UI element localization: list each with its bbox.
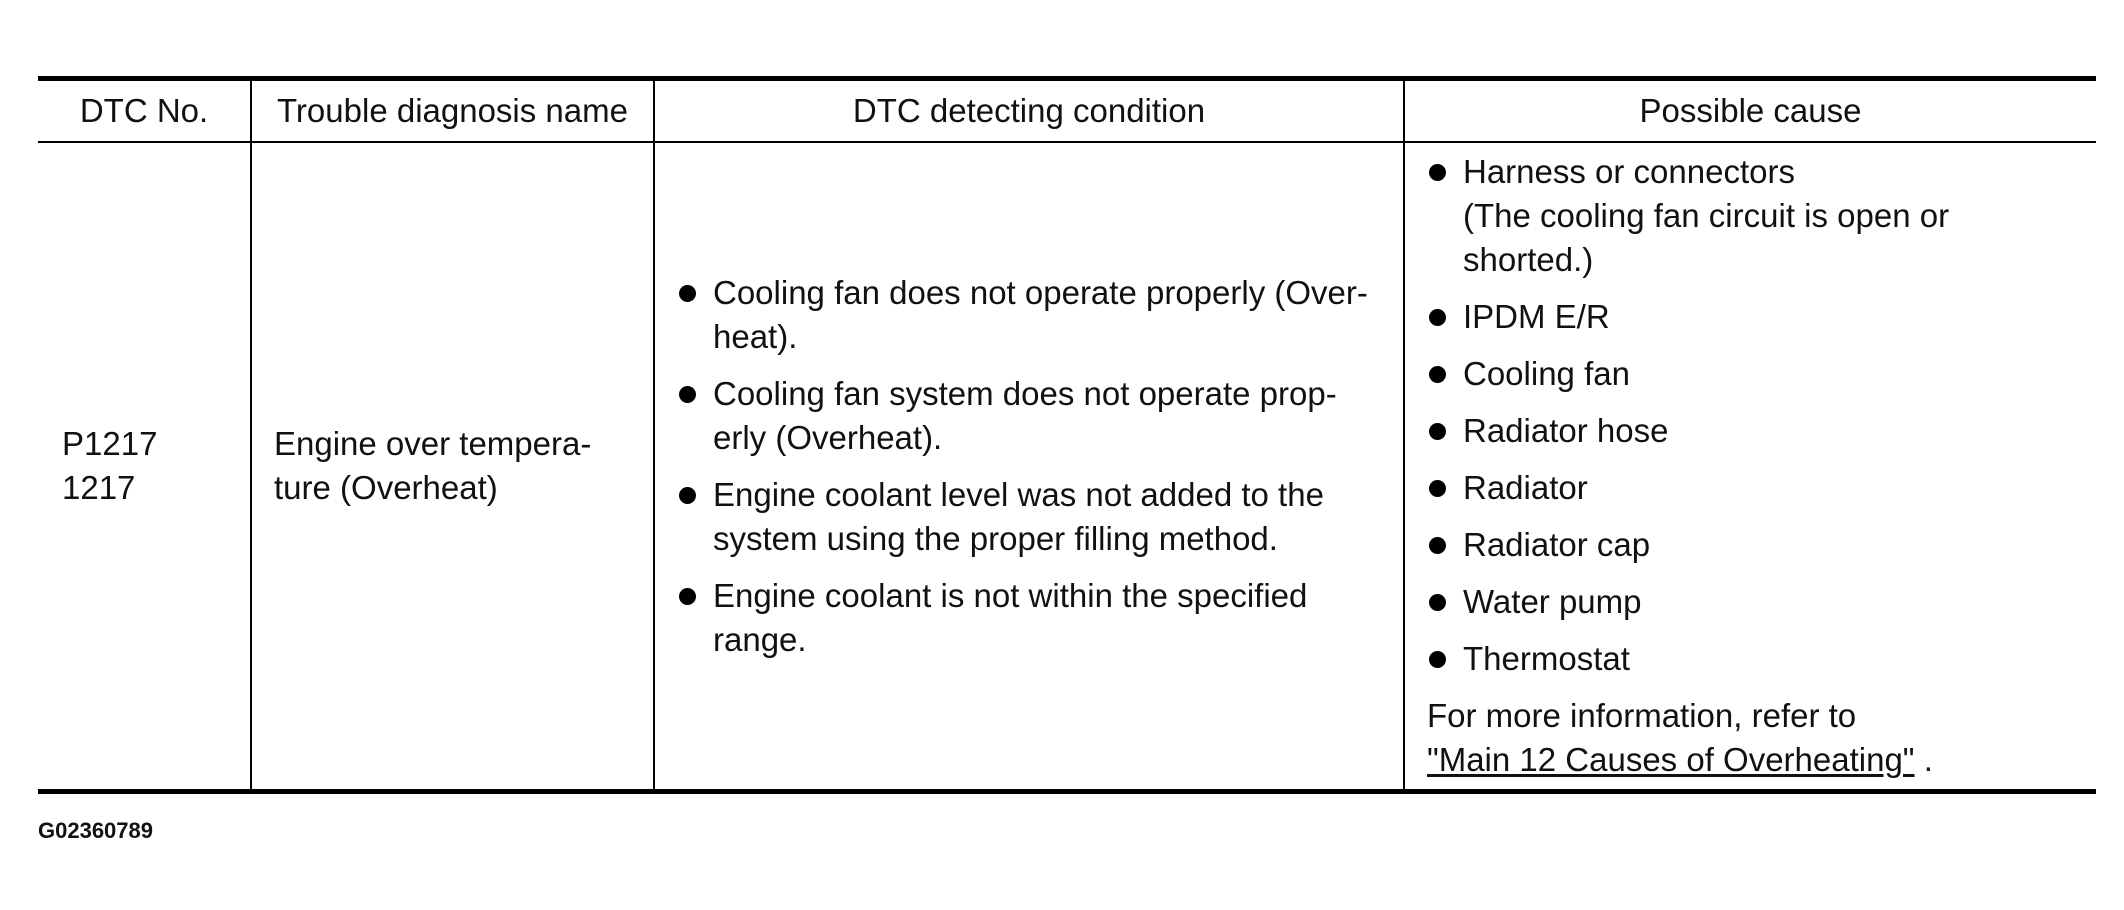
cause-text: Water pump bbox=[1463, 583, 1642, 620]
condition-text: Engine coolant is not within the specified bbox=[713, 576, 1308, 614]
list-item bbox=[1427, 150, 2088, 282]
reference-note bbox=[1427, 694, 2088, 782]
condition-text: erly (Overheat). bbox=[713, 418, 943, 456]
possible-cause-cell bbox=[1404, 142, 2096, 792]
condition-text: system using the proper filling method. bbox=[713, 519, 1278, 557]
bullet-icon bbox=[1429, 480, 1446, 497]
cause-text: Cooling fan bbox=[1463, 355, 1630, 392]
reference-suffix: . bbox=[1914, 741, 1933, 778]
list-item bbox=[1427, 637, 2088, 681]
condition-text: range. bbox=[713, 620, 807, 658]
cause-list bbox=[1427, 150, 2088, 681]
list-item bbox=[1427, 409, 2088, 453]
bullet-icon bbox=[1429, 537, 1446, 554]
bullet-icon bbox=[679, 487, 696, 504]
header-dtc-detecting-condition: DTC detecting condition bbox=[654, 79, 1404, 143]
dtc-table bbox=[38, 76, 2096, 794]
figure-id: G02360789 bbox=[38, 818, 153, 843]
table-header-row bbox=[38, 79, 2096, 143]
cause-text: Harness or connectors bbox=[1463, 153, 1795, 190]
condition-list bbox=[677, 271, 1395, 662]
diagnosis-name-line: ture (Overheat) bbox=[274, 469, 498, 506]
header-dtc-no: DTC No. bbox=[38, 79, 251, 143]
cause-text: (The cooling fan circuit is open or bbox=[1463, 197, 1950, 234]
bullet-icon bbox=[679, 588, 696, 605]
condition-text: heat). bbox=[713, 317, 798, 355]
condition-text: Cooling fan system does not operate prop- bbox=[713, 374, 1337, 412]
list-item bbox=[1427, 295, 2088, 339]
list-item bbox=[677, 574, 1395, 662]
reference-prefix: For more information, refer to bbox=[1427, 697, 1857, 734]
bullet-icon bbox=[1429, 164, 1446, 181]
condition-text: Engine coolant level was not added to the bbox=[713, 475, 1324, 513]
header-possible-cause: Possible cause bbox=[1404, 79, 2096, 143]
bullet-icon bbox=[1429, 651, 1446, 668]
header-trouble-diagnosis-name: Trouble diagnosis name bbox=[251, 79, 654, 143]
cause-text: Thermostat bbox=[1463, 640, 1630, 677]
dtc-document bbox=[38, 76, 2096, 794]
list-item bbox=[677, 271, 1395, 359]
list-item bbox=[677, 372, 1395, 460]
condition-text: Cooling fan does not operate properly (Over- bbox=[713, 273, 1368, 311]
diagnosis-name-cell bbox=[251, 142, 654, 792]
list-item bbox=[677, 473, 1395, 561]
bullet-icon bbox=[1429, 423, 1446, 440]
diagnosis-name-line: Engine over tempera- bbox=[274, 425, 592, 462]
dtc-code: P1217 bbox=[62, 425, 158, 462]
bullet-icon bbox=[679, 285, 696, 302]
dtc-code-short: 1217 bbox=[62, 469, 136, 506]
list-item bbox=[1427, 580, 2088, 624]
list-item bbox=[1427, 352, 2088, 396]
table-row bbox=[38, 142, 2096, 792]
cause-text: shorted.) bbox=[1463, 241, 1594, 278]
dtc-number-cell bbox=[38, 142, 251, 792]
cause-text: Radiator bbox=[1463, 469, 1588, 506]
list-item bbox=[1427, 466, 2088, 510]
bullet-icon bbox=[1429, 309, 1446, 326]
bullet-icon bbox=[679, 386, 696, 403]
detecting-condition-cell bbox=[654, 142, 1404, 792]
overheating-causes-link[interactable]: "Main 12 Causes of Overheating" bbox=[1427, 741, 1915, 778]
list-item bbox=[1427, 523, 2088, 567]
cause-text: IPDM E/R bbox=[1463, 298, 1610, 335]
cause-text: Radiator cap bbox=[1463, 526, 1651, 563]
bullet-icon bbox=[1429, 366, 1446, 383]
cause-text: Radiator hose bbox=[1463, 412, 1669, 449]
bullet-icon bbox=[1429, 594, 1446, 611]
